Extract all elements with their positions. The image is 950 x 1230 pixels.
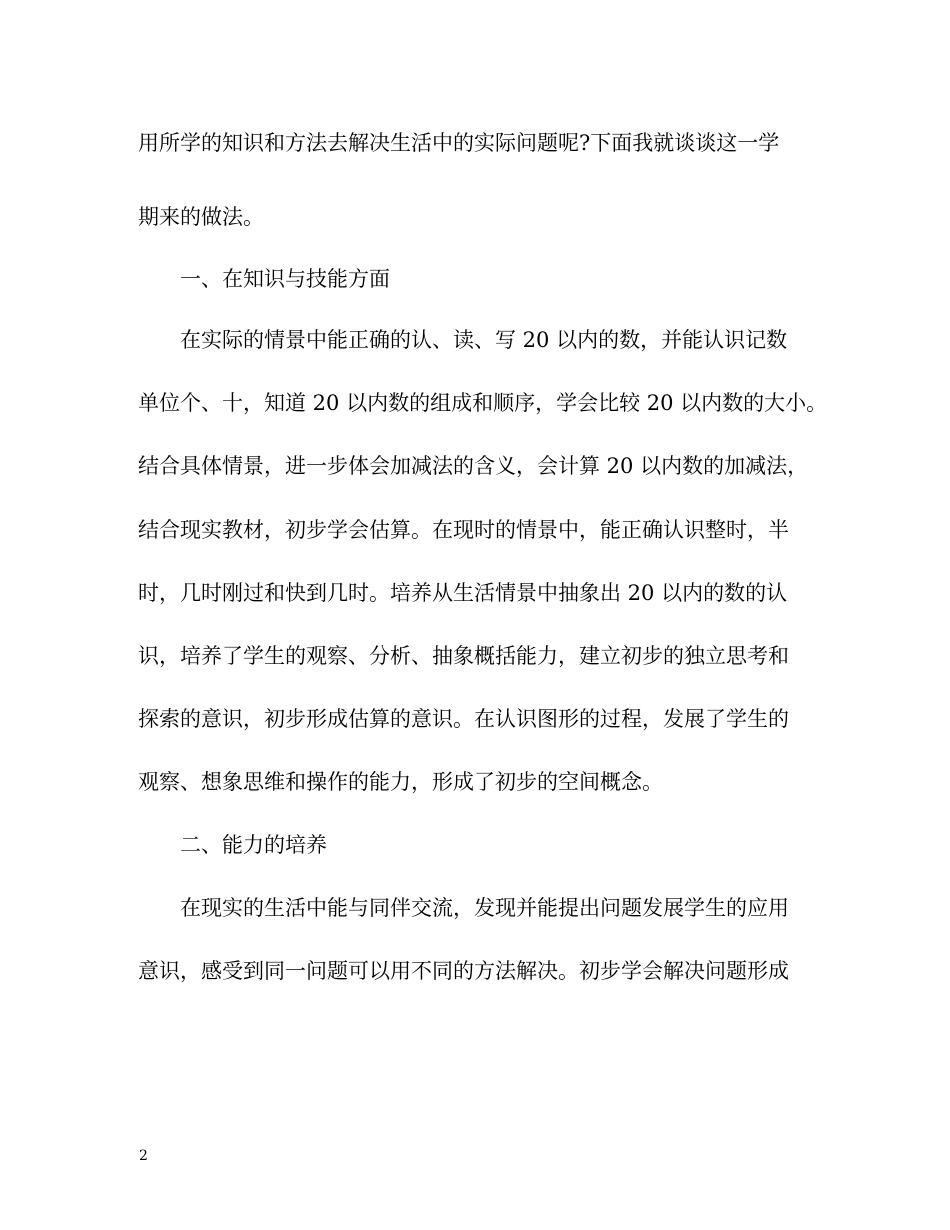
text-line: 时，几时刚过和快到几时。培养从生活情景中抽象出 20 以内的数的认 xyxy=(138,581,788,605)
section-heading: 二、能力的培养 xyxy=(180,833,327,857)
text-line: 识，培养了学生的观察、分析、抽象概括能力，建立初步的独立思考和 xyxy=(138,644,789,668)
section-heading: 一、在知识与技能方面 xyxy=(180,267,390,291)
text-line: 结合现实教材，初步学会估算。在现时的情景中，能正确认识整时，半 xyxy=(138,518,789,542)
text-line: 结合具体情景，进一步体会加减法的含义，会计算 20 以内数的加减法， xyxy=(138,454,809,478)
text-line: 观察、想象思维和操作的能力，形成了初步的空间概念。 xyxy=(138,770,663,794)
text-line: 探索的意识，初步形成估算的意识。在认识图形的过程，发展了学生的 xyxy=(138,707,789,731)
text-line: 用所学的知识和方法去解决生活中的实际问题呢?下面我就谈谈这一学 xyxy=(138,131,780,155)
text-line: 在实际的情景中能正确的认、读、写 20 以内的数，并能认识记数 xyxy=(180,328,788,352)
text-line: 意识，感受到同一问题可以用不同的方法解决。初步学会解决问题形成 xyxy=(138,959,789,983)
text-line: 在现实的生活中能与同伴交流，发现并能提出问题发展学生的应用 xyxy=(180,896,789,920)
page-number: 2 xyxy=(139,1148,148,1164)
text-line: 期来的做法。 xyxy=(138,205,264,229)
text-line: 单位个、十，知道 20 以内数的组成和顺序，学会比较 20 以内数的大小。 xyxy=(138,391,828,415)
